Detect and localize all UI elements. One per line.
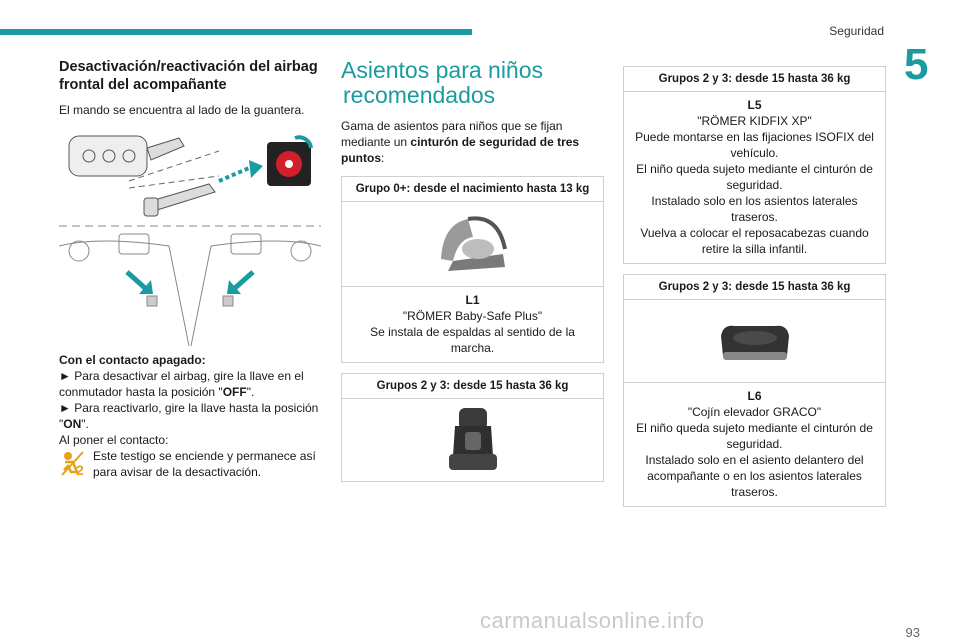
arrow-right-icon [227,272,253,294]
seat-details: L1 "RÖMER Baby-Safe Plus" Se instala de espaldas al sentido de la marcha. [370,293,575,355]
key-fob-icon [69,136,184,176]
header-accent-bar [0,29,472,35]
seat-box-l1 [341,176,604,363]
dashboard-illustration [59,226,321,346]
chapter-number: 5 [904,40,929,89]
airbag-intro: El mando se encuentra al lado de la guantera. [59,103,305,117]
seat-group-header: Grupos 2 y 3: desde 15 hasta 36 kg [342,374,603,399]
reactivate-step: ► Para reactivarlo, gire la llave hasta la posición "ON". [59,401,319,431]
ignition-off-subtitle: Con el contacto apagado: [59,353,206,367]
child-seats-heading: Asientos para niños recomendados [341,57,544,108]
arrow-left-icon [127,272,153,294]
seat-box-l6 [623,274,886,507]
watermark: carmanualsonline.info [480,608,705,633]
seat-group-header: Grupos 2 y 3: desde 15 hasta 36 kg [624,275,885,300]
seat-details: L6 "Cojín elevador GRACO" El niño queda sujeto mediante el cinturón de seguridad. Instalado solo en el asiento delantero del acompañante o en los asientos laterales traseros. [636,389,873,499]
child-seats-column-2 [623,66,886,507]
warning-number: 2 [76,462,84,478]
deactivate-step: ► Para desactivar el airbag, gire la llave en el conmutador hasta la posición "OFF". [59,369,304,399]
child-seats-column [341,58,604,482]
seat-details: L5 "RÖMER KIDFIX XP" Puede montarse en las fijaciones ISOFIX del vehículo. El niño queda sujeto mediante el cinturón de seguridad. Instalado solo en los asientos laterales traseros. Vuelva a colocar el reposacabezas cuando retire la silla infantil. [635,98,874,256]
airbag-heading: Desactivación/reactivación del airbag frontal del acompañante [59,59,318,93]
seat-box-l5 [623,66,886,264]
key-icon [144,184,215,216]
arrow-icon [219,160,263,181]
warning-text: Este testigo se enciende y permanece así para avisar de la desactivación. [93,449,316,479]
airbag-off-warning-icon [59,448,93,482]
seat-group-header: Grupo 0+: desde el nacimiento hasta 13 kg [342,177,603,202]
airbag-switch-icon [267,137,311,186]
section-title: Seguridad [829,24,884,38]
airbag-column [59,58,321,482]
ignition-on-label: Al poner el contacto: [59,433,169,447]
baby-seat-image [342,202,603,287]
page-number: 93 [905,625,920,640]
seat-group-header: Grupos 2 y 3: desde 15 hasta 36 kg [624,67,885,92]
airbag-switch-illustration [59,126,321,346]
seat-box-group23 [341,373,604,482]
child-seats-intro: Gama de asientos para niños que se fijan mediante un cinturón de seguridad de tres puntos: [341,119,580,165]
booster-seat-image [342,399,603,481]
warning-row [59,448,321,482]
booster-cushion-image [624,300,885,383]
